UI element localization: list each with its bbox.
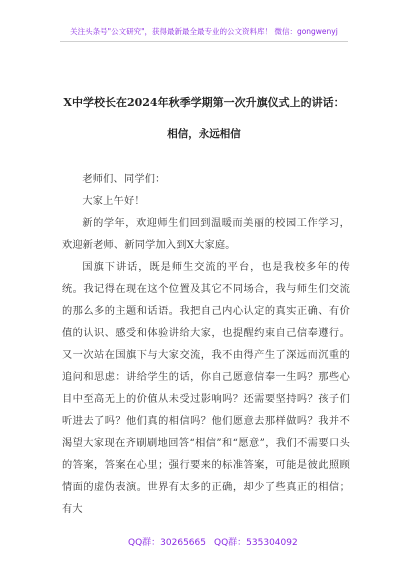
main-paragraph: 国旗下讲话，既是师生交流的平台，也是我校多年的传统。我记得在现在这个位置及其它不同场合，我与师生们交流的那么多的主题和话语。我把自己内心认定的真实正确、有价值的认识、感受和体验讲给大家，也提醒约束自己信奉遵行。又一次站在国旗下与大家交流，我不由得产生了深远而沉重的追问和思虑：讲给学生的话，你自己愿意信奉一生吗？那些心目中至高无上的价值从未受过影响吗？还需要坚持吗？孩子们听进去了吗？他们真的相信吗？他们愿意去那样做吗？我并不渴望大家现在齐刷刷地回答“相信”和“愿意”，我们不需要口头的答案，答案在心里；强行要来的标准答案，可能是彼此照顾情面的虚伪表演。世界有太多的正确，却少了些真正的相信；有大 <box>62 262 350 515</box>
header-divider <box>60 41 348 42</box>
salutation-paragraph: 大家上午好！ <box>82 196 145 207</box>
qq-group-right: QQ群：535304092 <box>214 538 298 548</box>
welcome-paragraph: 新的学年，欢迎师生们回到温暖而美丽的校园工作学习，欢迎新老师、新同学加入到X大家庭。 <box>62 218 350 251</box>
greeting-paragraph: 老师们、同学们： <box>82 174 166 185</box>
qq-group-left: QQ群：30265665 <box>128 538 206 548</box>
document-title: X中学校长在2024年秋季学期第一次升旗仪式上的讲话： <box>63 96 345 109</box>
document-subtitle: 相信，永远相信 <box>167 128 241 140</box>
document-body <box>62 169 350 521</box>
watermark-header: 关注头条号"公文研究"，获得最新最全最专业的公文资料库！ 微信：gongwenyj <box>70 27 338 36</box>
